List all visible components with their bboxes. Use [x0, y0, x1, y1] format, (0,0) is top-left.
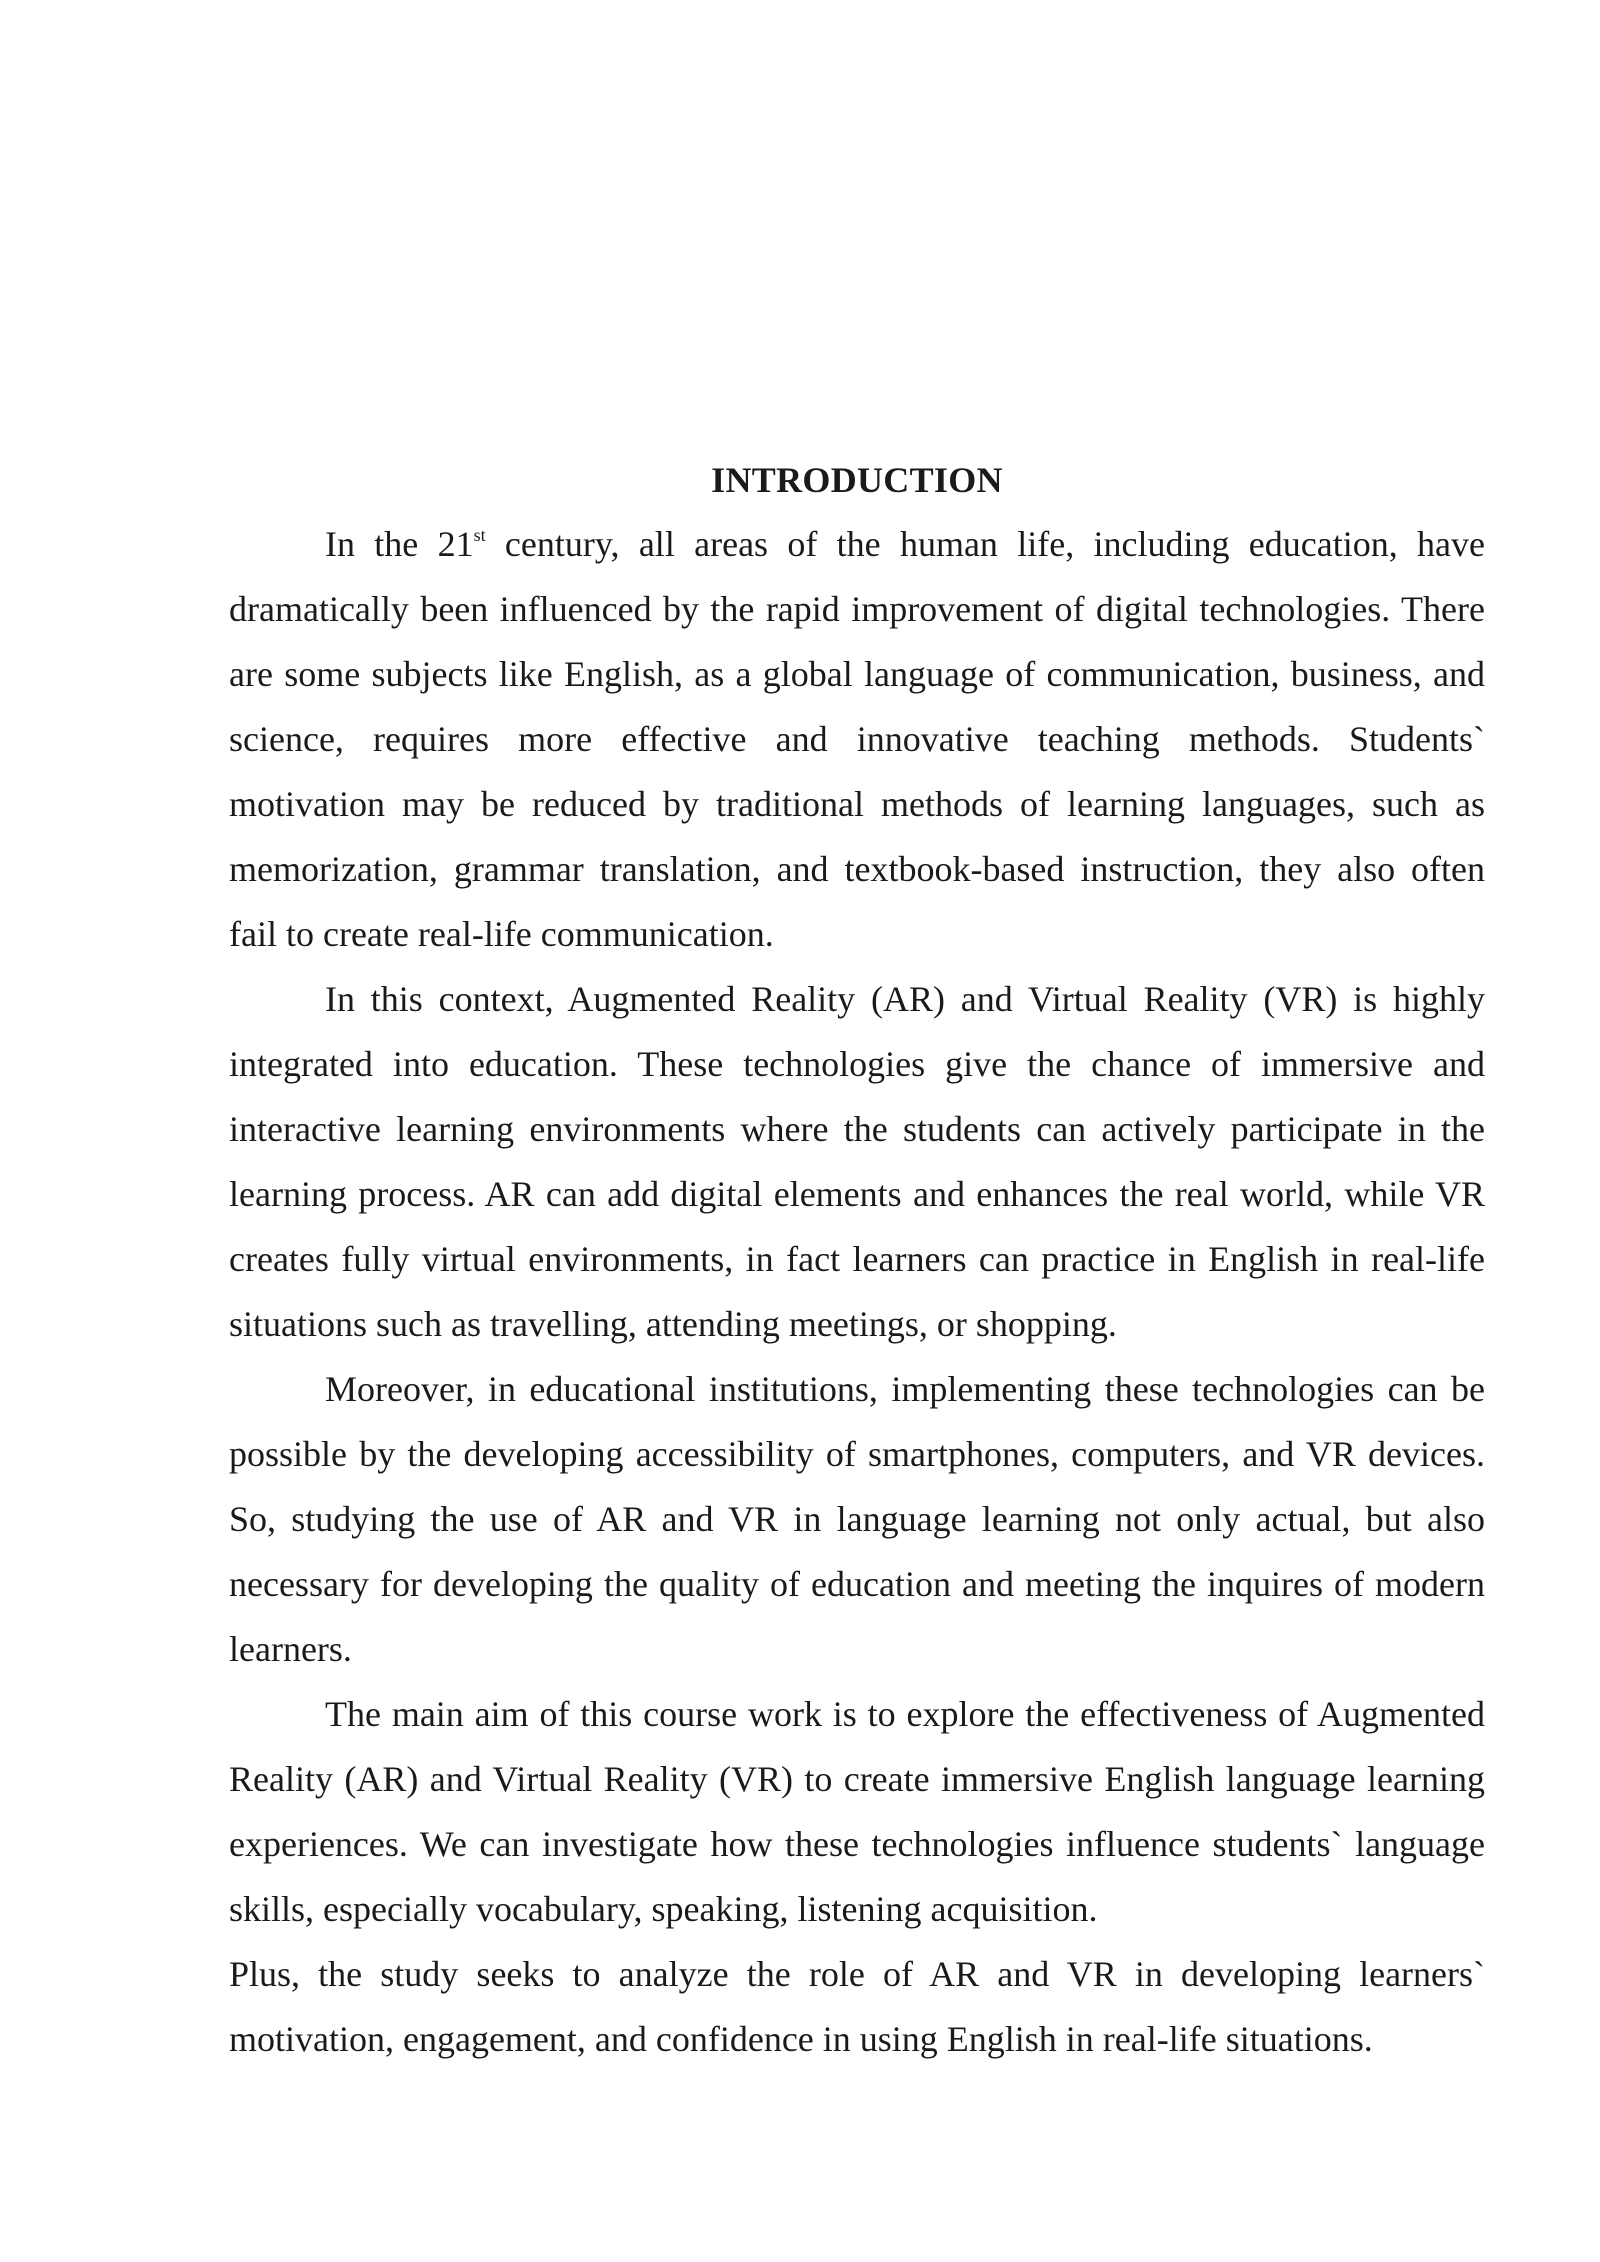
document-body [229, 448, 1485, 2072]
paragraph-1-text: century, all areas of the human life, including education, have dramatically been influenced by the rapid improvement of digital technologies. There are some subjects like English, as a global language of communication, business, and science, requires more effective and innovative teaching methods. Students` motivation may be reduced by traditional methods of learning languages, such as memorization, grammar translation, and textbook-based instruction, they also often fail to create real-life communication. [229, 524, 1486, 954]
paragraph-2: In this context, Augmented Reality (AR) and Virtual Reality (VR) is highly integrated into education. These technologies give the chance of immersive and interactive learning environments where the students can actively participate in the learning process. AR can add digital elements and enhances the real world, while VR creates fully virtual environments, in fact learners can practice in English in real-life situations such as travelling, attending meetings, or shopping. [229, 979, 1485, 1344]
paragraph-1 [229, 512, 1485, 967]
paragraph-5: Plus, the study seeks to analyze the role of AR and VR in developing learners` motivation, engagement, and confidence in using English in real-life situations. [229, 1954, 1485, 2059]
paragraph-4: The main aim of this course work is to explore the effectiveness of Augmented Reality (AR) and Virtual Reality (VR) to create immersive English language learning experiences. We can investigate how these technologies influence students` language skills, especially vocabulary, speaking, listening acquisition. [229, 1694, 1485, 1929]
ordinal-suffix: st [473, 525, 486, 545]
section-heading: INTRODUCTION [711, 460, 1003, 500]
paragraph-3: Moreover, in educational institutions, implementing these technologies can be possible by the developing accessibility of smartphones, computers, and VR devices. So, studying the use of AR and VR in language learning not only actual, but also necessary for developing the quality of education and meeting the inquires of modern learners. [229, 1369, 1485, 1669]
paragraph-1-lead: In the 21 [325, 524, 474, 564]
